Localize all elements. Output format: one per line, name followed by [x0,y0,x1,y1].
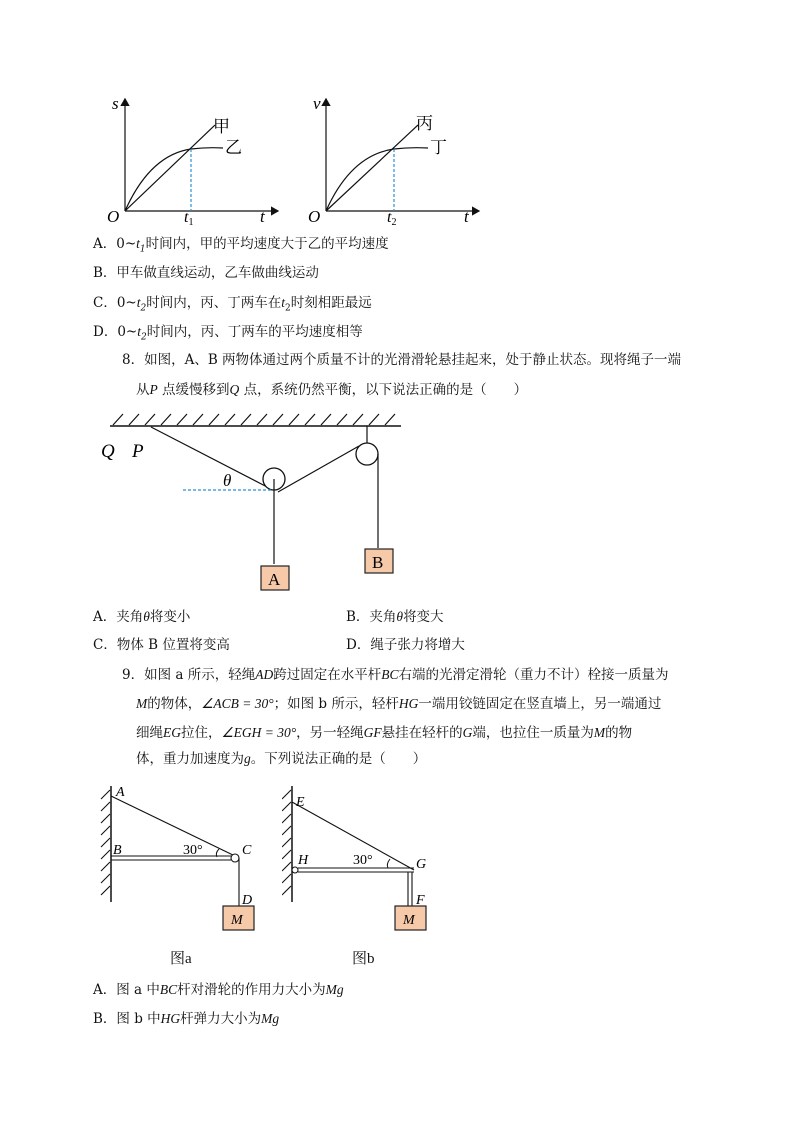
q8-option-a: A．夹角θ将变小 [93,609,191,625]
q8-option-b: B．夹角θ将变大 [346,609,444,625]
label-c: C [242,843,252,858]
label-b: B [113,843,122,858]
q9-figure-a [97,782,267,934]
q9-stem-line1: 9．如图 a 所示，轻绳AD跨过固定在水平杆BC右端的光滑定滑轮（重力不计）栓接一质量为 [122,667,669,683]
wall-hatch [282,790,291,895]
line-bing [326,125,418,211]
box-a-label: A [268,570,281,589]
ceiling-hatch [113,414,395,425]
q8-option-c: C．物体 B 位置将变高 [93,637,230,653]
t1-label: t1 [184,209,194,225]
curve-ding-label: 丁 [430,138,447,157]
theta-label: θ [223,471,232,490]
rope-ac [111,796,235,856]
q8-stem-line1: 8．如图，A、B 两物体通过两个质量不计的光滑滑轮悬挂起来，处于静止状态。现将绳子一端 [122,352,682,368]
q8-option-d: D．绳子张力将增大 [346,637,465,653]
point-q-label: Q [101,441,115,462]
mass-label: M [403,913,415,928]
caption-fig-b: 图b [352,951,375,967]
q9-option-b: B．图 b 中HG杆弹力大小为Mg [93,1011,280,1027]
angle-label: 30° [183,843,203,858]
curve-yi-label: 乙 [225,138,242,157]
curve-bing-label: 丙 [416,114,433,133]
origin-label: O [107,207,120,225]
axis-s-label: s [112,95,119,113]
line-jia [125,125,215,211]
q7-option-c: C．$0\sim t_2$时间内，丙、丁两车在$t_2$时刻相距最远 [93,295,372,314]
q7-option-d: D．$0\sim t_2$时间内，丙、丁两车的平均速度相等 [93,324,363,343]
point-p-label: P [132,441,144,462]
fixed-pulley [356,443,378,465]
q8-figure [95,412,415,594]
caption-fig-a: 图a [170,951,192,967]
label-e: E [296,795,305,810]
q8-stem-line2: 从P 点缓慢移到Q 点，系统仍然平衡，以下说法正确的是（ ） [136,382,528,398]
label-d: D [242,893,253,908]
mass-label: M [231,913,243,928]
curve-ding [326,148,428,211]
wall-hatch [101,790,110,895]
box-b-label: B [372,553,384,572]
q9-stem-line2: M的物体，∠ACB = 30°；如图 b 所示，轻杆HG一端用铰链固定在竖直墙上，另一端通过 [136,696,662,712]
axis-t-label: t [260,207,265,225]
axis-t-label: t [464,207,469,225]
pulley-c [231,854,239,862]
label-h: H [298,853,309,868]
rope-left [151,427,273,490]
rope-right [278,446,359,492]
q7-option-b: B．甲车做直线运动，乙车做曲线运动 [93,265,319,281]
angle-label: 30° [353,853,373,868]
q9-option-a: A．图 a 中BC杆对滑轮的作用力大小为Mg [93,982,344,998]
q9-stem-line3: 细绳EG拉住，∠EGH = 30°，另一轻绳GF悬挂在轻杆的G端，也拉住一质量为M的物 [136,725,633,741]
label-g: G [416,857,427,872]
angle-arc [387,859,390,868]
st-graph [95,95,285,225]
curve-jia-label: 甲 [213,117,230,136]
origin-label: O [308,207,321,225]
vt-graph [296,95,486,225]
q9-figure-b [282,782,452,934]
label-a: A [116,785,125,800]
curve-yi [125,148,223,211]
t2-label: t2 [387,209,397,225]
q7-option-a: A．$0\sim t_1$时间内，甲的平均速度大于乙的平均速度 [93,236,389,255]
axis-v-label: v [313,95,321,113]
label-f: F [416,893,425,908]
q9-stem-line4: 体，重力加速度为g。下列说法正确的是（ ） [136,751,427,767]
